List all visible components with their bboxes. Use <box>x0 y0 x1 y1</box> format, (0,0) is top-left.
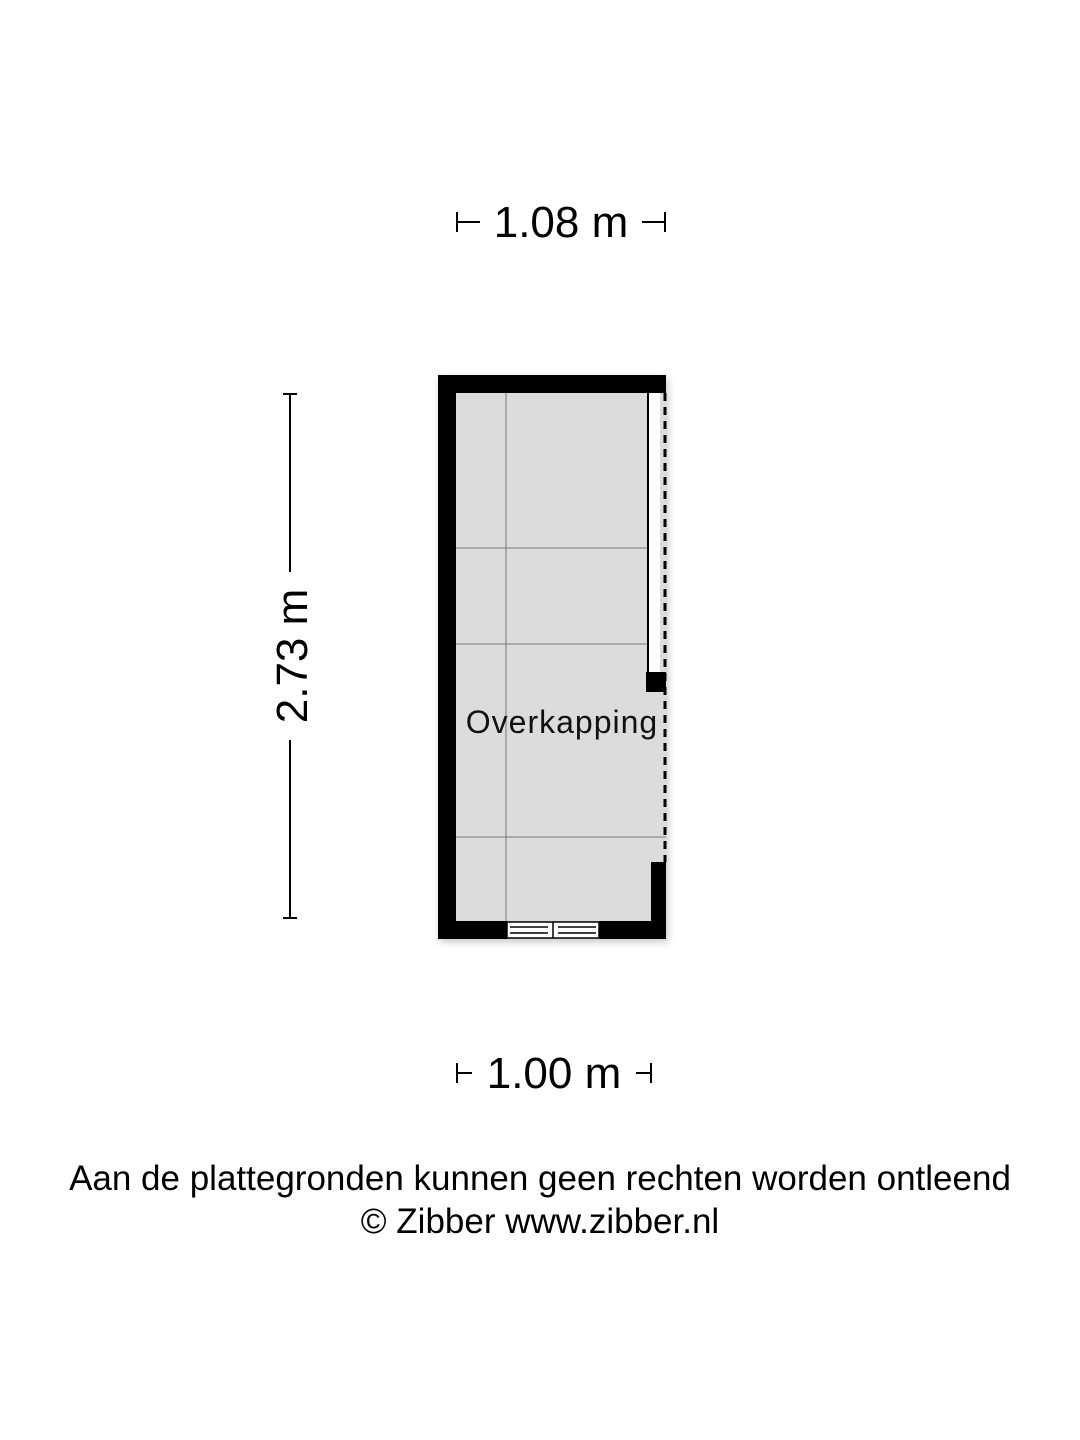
top-width-label: 1.08 m <box>493 198 629 247</box>
bottom-window <box>507 922 599 938</box>
bottom-width-dimension <box>457 1049 651 1098</box>
right-panel <box>649 393 660 672</box>
wall-bottom-left <box>438 921 507 939</box>
height-dimension <box>268 394 317 918</box>
disclaimer-text: Aan de plattegronden kunnen geen rechten worden ontleend <box>69 1159 1011 1198</box>
wall-right-bottom <box>651 862 666 939</box>
bottom-width-label: 1.00 m <box>486 1049 622 1098</box>
height-label: 2.73 m <box>268 588 317 724</box>
wall-right-stub <box>646 672 666 692</box>
copyright-text: © Zibber www.zibber.nl <box>360 1202 720 1241</box>
room-floor <box>456 393 666 921</box>
wall-left <box>438 375 456 939</box>
room-label: Overkapping <box>465 704 659 740</box>
top-width-dimension <box>457 198 665 247</box>
wall-top <box>438 375 666 393</box>
